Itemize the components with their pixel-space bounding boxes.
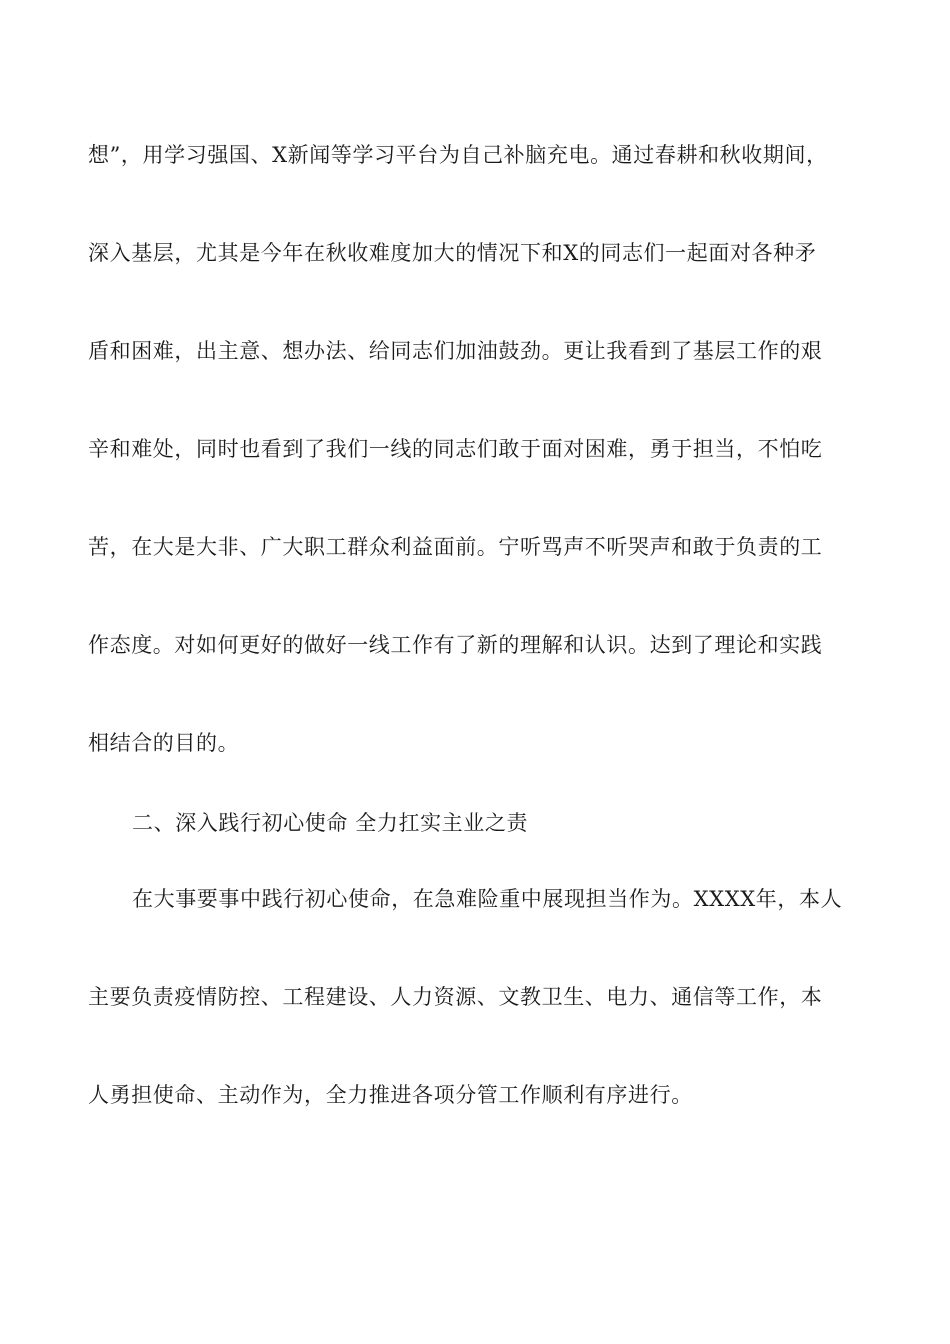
paragraph-line-4: 辛和难处，同时也看到了我们一线的同志们敢于面对困难，勇于担当，不怕吃	[88, 437, 823, 461]
paragraph-line-6: 作态度。对如何更好的做好一线工作有了新的理解和认识。达到了理论和实践	[88, 633, 823, 657]
paragraph-line-7: 相结合的目的。	[88, 731, 240, 755]
paragraph-line-2: 深入基层，尤其是今年在秋收难度加大的情况下和X的同志们一起面对各种矛	[88, 241, 817, 265]
section-heading: 二、深入践行初心使命 全力扛实主业之责	[132, 811, 529, 835]
paragraph-line-3: 盾和困难，出主意、想办法、给同志们加油鼓劲。更让我看到了基层工作的艰	[88, 339, 823, 363]
paragraph-line-9: 主要负责疫情防控、工程建设、人力资源、文教卫生、电力、通信等工作，本	[88, 985, 823, 1009]
paragraph-line-8: 在大事要事中践行初心使命，在急难险重中展现担当作为。XXXX年，本人	[132, 887, 843, 911]
paragraph-line-10: 人勇担使命、主动作为，全力推进各项分管工作顺利有序进行。	[88, 1083, 693, 1107]
paragraph-line-1: 想”，用学习强国、X新闻等学习平台为自己补脑充电。通过春耕和秋收期间，	[88, 143, 828, 167]
paragraph-line-5: 苦，在大是大非、广大职工群众利益面前。宁听骂声不听哭声和敢于负责的工	[88, 535, 823, 559]
